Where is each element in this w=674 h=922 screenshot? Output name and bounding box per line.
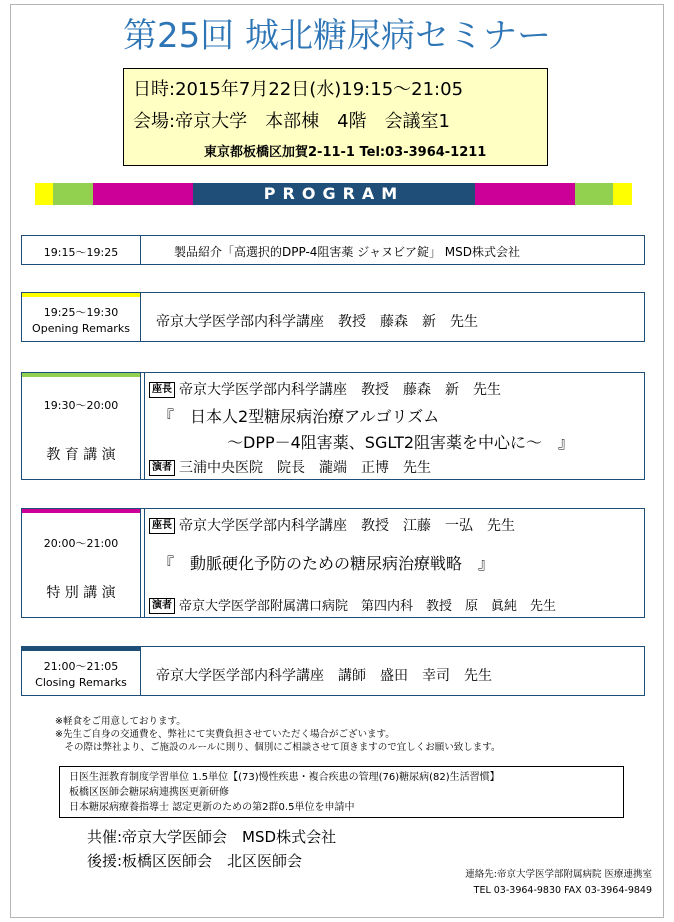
cme-line: 日本糖尿病療養指導士 認定更新のための第2群0.5単位を申請中 [69,802,355,813]
chair-name: 帝京大学医学部内科学講座 教授 江藤 一弘 先生 [179,518,515,534]
session-time: 19:25～19:30 [43,306,119,319]
chair-badge: 座長 [149,518,175,534]
session-closing [21,646,645,696]
banner-segment-green-right [575,183,613,205]
cme-line: 日医生涯教育制度学習単位 1.5単位【(73)慢性疾患・複合疾患の管理(76)糖尿病(82)生活習慣】 [69,772,500,783]
speaker-badge: 演者 [149,598,175,614]
page-title: 第25回 城北糖尿病セミナー [122,16,552,56]
session-label: 教 育 講 演 [46,447,116,463]
color-band-yellow [22,293,140,297]
contact-phone-fax: TEL 03-3964-9830 FAX 03-3964-9849 [473,885,652,896]
session-product-intro [21,235,645,265]
banner-segment-magenta-left [93,183,193,205]
banner-segment-green-left [53,183,93,205]
note-line: ※先生ご自身の交通費を、弊社にて実費負担させていただく場合がございます。 [55,729,395,740]
inner-rule [144,509,145,617]
session-time: 19:15～19:25 [43,246,119,259]
session-label: Closing Remarks [35,676,127,689]
chair-line [149,379,501,399]
session-time: 19:30～20:00 [43,399,119,412]
note-line: その際は弊社より、ご施設のルールに則り、個別にご相談させて頂きますので宜しくお願い致します。 [55,742,501,753]
notes [55,715,501,754]
event-venue: 会場:帝京大学 本部棟 4階 会議室1 [133,111,450,132]
speaker-name: 帝京大学医学部附属溝口病院 第四内科 教授 原 眞純 先生 [179,599,557,614]
event-address: 東京都板橋区加賀2-11-1 Tel:03-3964-1211 [204,145,487,160]
banner-segment-yellow-left [35,183,53,205]
chair-name: 帝京大学医学部内科学講座 教授 藤森 新 先生 [179,382,501,398]
program-label: PROGRAM [263,184,405,203]
session-text: 帝京大学医学部内科学講座 教授 藤森 新 先生 [156,314,478,330]
color-band-navy [22,647,140,651]
lecture-title-line2: ～DPP－4阻害薬、SGLT2阻害薬を中心に～ 』 [227,433,575,452]
session-opening [21,292,645,342]
speaker-line [149,457,431,477]
cme-credit-box [59,766,624,818]
event-datetime: 日時:2015年7月22日(水)19:15～21:05 [133,79,464,100]
chair-badge: 座長 [149,382,175,398]
supporters: 後援:板橋区医師会 北区医師会 [87,852,303,870]
lecture-title-line1: 『 日本人2型糖尿病治療アルゴリズム [158,407,440,426]
session-text: 帝京大学医学部内科学講座 講師 盛田 幸司 先生 [156,668,492,684]
inner-rule [144,373,145,479]
session-time: 20:00～21:00 [43,537,119,550]
banner-segment-magenta-right [475,183,575,205]
program-banner [35,183,632,205]
cme-line: 板橋区医師会糖尿病連携医更新研修 [69,787,229,798]
lecture-title: 『 動脈硬化予防のための糖尿病治療戦略 』 [158,554,495,573]
session-time: 21:00～21:05 [43,660,119,673]
co-host: 共催:帝京大学医師会 MSD株式会社 [87,828,337,846]
color-band-magenta [22,509,140,513]
speaker-line [149,595,556,614]
banner-segment-yellow-right [613,183,632,205]
speaker-badge: 演者 [149,460,175,476]
event-info-box [123,68,548,166]
note-line: ※軽食をご用意しております。 [55,716,186,727]
color-band-green [22,373,140,377]
session-label: 特 別 講 演 [46,585,116,601]
session-label: Opening Remarks [32,322,130,335]
speaker-name: 三浦中央医院 院長 瀧端 正博 先生 [179,460,431,476]
session-text: 製品紹介「高選択的DPP-4阻害薬 ジャヌビア錠」 MSD株式会社 [174,245,521,259]
session-education-lecture [21,372,645,480]
session-special-lecture [21,508,645,618]
contact-office: 連絡先:帝京大学医学部附属病院 医療連携室 [465,869,652,880]
chair-line [149,515,515,535]
